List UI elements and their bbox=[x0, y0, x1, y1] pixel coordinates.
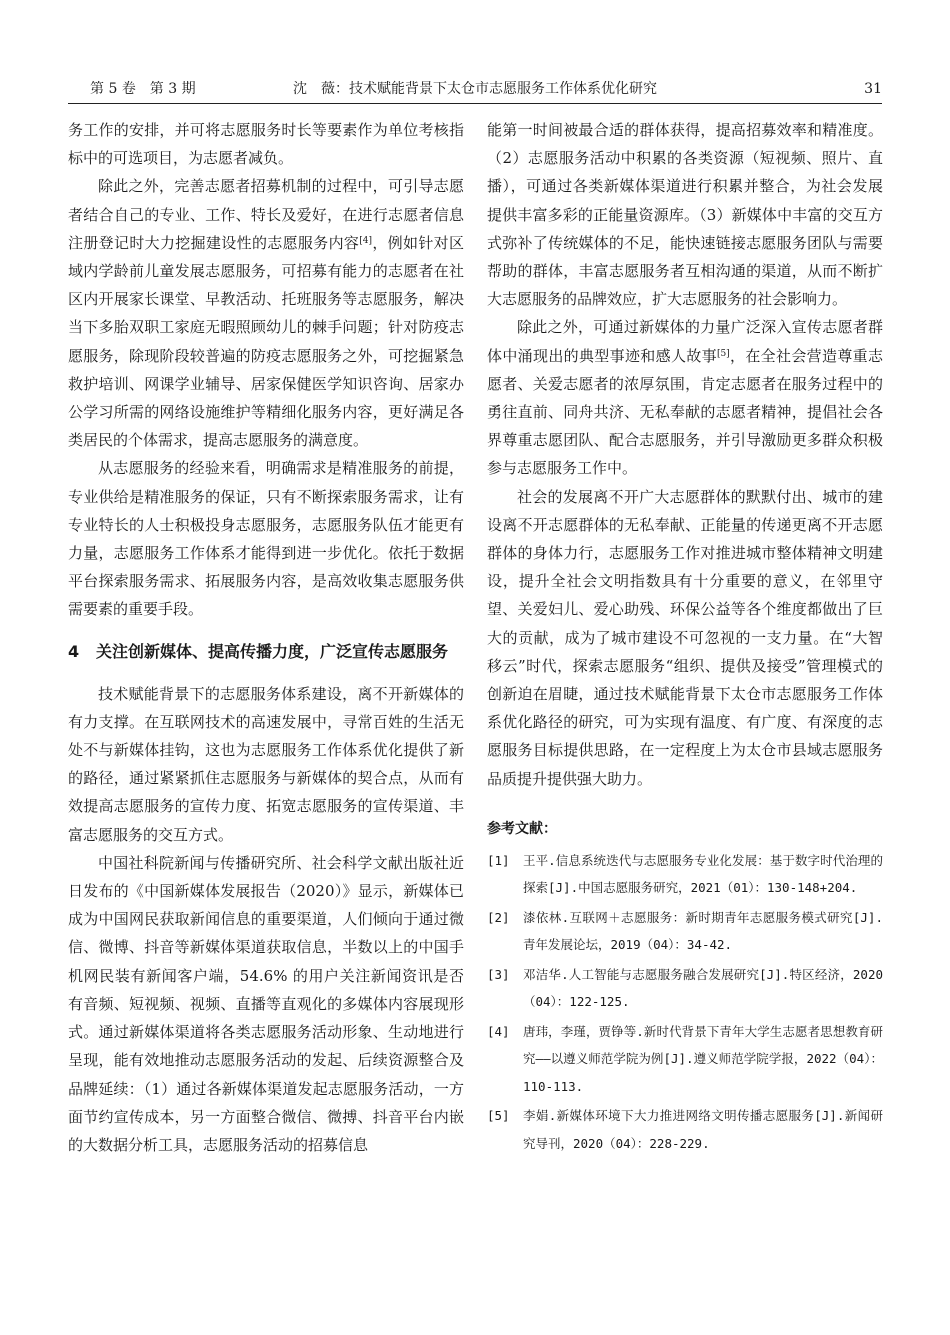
header-divider bbox=[68, 103, 882, 104]
left-column bbox=[68, 116, 464, 1159]
page-number: 31 bbox=[864, 81, 882, 97]
reference-item bbox=[487, 847, 883, 902]
reference-text: 漆依林.互联网＋志愿服务：新时期青年志愿服务模式研究[J].青年发展论坛，2019（04）：34-42. bbox=[523, 909, 883, 953]
reference-item bbox=[487, 961, 883, 1016]
reference-index: [2] bbox=[487, 909, 510, 925]
running-header bbox=[68, 78, 882, 100]
citation-marker: [4] bbox=[359, 235, 372, 246]
paragraph bbox=[487, 313, 883, 482]
reference-item bbox=[487, 1102, 883, 1157]
references-heading: 参考文献： bbox=[487, 820, 557, 837]
paragraph bbox=[68, 172, 464, 454]
paragraph: 务工作的安排，并可将志愿服务时长等要素作为单位考核指标中的可选项目，为志愿者减负。 bbox=[68, 121, 464, 168]
reference-index: [3] bbox=[487, 966, 510, 982]
reference-item bbox=[487, 1018, 883, 1101]
paragraph-text: 除此之外，完善志愿者招募机制的过程中，可引导志愿者结合自己的专业、工作、特长及爱好，在进行志愿者信息注册登记时大力挖掘建设性的志愿服务内容 bbox=[68, 177, 464, 252]
section-heading bbox=[68, 638, 464, 666]
running-title: 沈 薇：技术赋能背景下太仓市志愿服务工作体系优化研究 bbox=[293, 81, 657, 97]
paragraph: 从志愿服务的经验来看，明确需求是精准服务的前提，专业供给是精准服务的保证，只有不断探索服务需求，让有专业特长的人士积极投身志愿服务，志愿服务队伍才能更有力量，志愿服务工作体系才能得到进一步优化。依托于数据平台探索服务需求、拓展服务内容，是高效收集志愿服务供需要素的重要手段。 bbox=[68, 459, 464, 619]
reference-item bbox=[487, 904, 883, 959]
reference-index: [5] bbox=[487, 1108, 510, 1124]
paragraph: 社会的发展离不开广大志愿群体的默默付出、城市的建设离不开志愿群体的无私奉献、正能量的传递更离不开志愿群体的身体力行，志愿服务工作对推进城市整体精神文明建设，提升全社会文明指数具有十分重要的意义，在邻里守望、关爱妇儿、爱心助残、环保公益等各个维度都做出了巨大的贡献，成为了城市建设不可忽视的一支力量。在“大智移云”时代，探索志愿服务“组织、提供及接受”管理模式的创新迫在眉睫，通过技术赋能背景下太仓市志愿服务工作体系优化路径的研究，可为实现有温度、有广度、有深度的志愿服务目标提供思路，在一定程度上为太仓市县域志愿服务品质提升提供强大助力。 bbox=[487, 487, 883, 788]
reference-list bbox=[487, 847, 883, 1158]
paragraph-text: ，在全社会营造尊重志愿者、关爱志愿者的浓厚氛围，肯定志愿者在服务过程中的勇往直前、同舟共济、无私奉献的志愿者精神，提倡社会各界尊重志愿团队、配合志愿服务，并引导激励更多群众积极参与志愿服务工作中。 bbox=[487, 346, 883, 478]
reference-text: 王平.信息系统迭代与志愿服务专业化发展：基于数字时代治理的探索[J].中国志愿服务研究，2021（01）：130-148+204. bbox=[523, 852, 883, 896]
reference-text: 李娟.新媒体环境下大力推进网络文明传播志愿服务[J].新闻研究导刊，2020（04）：228-229. bbox=[523, 1108, 883, 1151]
journal-volume-issue: 第 5 卷 第 3 期 bbox=[90, 81, 196, 97]
reference-text: 唐玮，李瑾，贾铮等.新时代背景下青年大学生志愿者思想教育研究——以遵义师范学院为例[J].遵义师范学院学报，2022（04）：110-113. bbox=[523, 1023, 883, 1094]
section-number: 4 bbox=[68, 641, 80, 661]
citation-marker: [5] bbox=[716, 348, 730, 359]
paragraph: 技术赋能背景下的志愿服务体系建设，离不开新媒体的有力支撑。在互联网技术的高速发展中，寻常百姓的生活无处不与新媒体挂钩，这也为志愿服务工作体系优化提供了新的路径，通过紧紧抓住志愿服务与新媒体的契合点，从而有效提高志愿服务的宣传力度、拓宽志愿服务的宣传渠道、丰富志愿服务的交互方式。 bbox=[68, 684, 464, 844]
reference-text: 邓洁华.人工智能与志愿服务融合发展研究[J].特区经济，2020（04）：122-125. bbox=[523, 966, 883, 1010]
paragraph: 中国社科院新闻与传播研究所、社会科学文献出版社近日发布的《中国新媒体发展报告（2020）》显示，新媒体已成为中国网民获取新闻信息的重要渠道，人们倾向于通过微信、微博、抖音等新媒体渠道获取信息，半数以上的中国手机网民装有新闻客户端，54.6% 的用户关注新闻资讯是否有音频、短视频、视频、直播等直观化的多媒体内容展现形式。通过新媒体渠道将各类志愿服务活动形象、生动地进行呈现，能有效地推动志愿服务活动的发起、后续资源整合及品牌延续：（1）通过各新媒体渠道发起志愿服务活动，一方面节约宣传成本，另一方面整合微信、微搏、抖音平台内嵌的大数据分析工具，志愿服务活动的招募信息 bbox=[68, 853, 464, 1154]
right-column bbox=[487, 116, 883, 1159]
reference-index: [1] bbox=[487, 852, 510, 868]
section-title: 关注创新媒体、提高传播力度，广泛宣传志愿服务 bbox=[96, 641, 449, 661]
paragraph: 能第一时间被最合适的群体获得，提高招募效率和精准度。（2）志愿服务活动中积累的各类资源（短视频、照片、直播），可通过各类新媒体渠道进行积累并整合，为社会发展提供丰富多彩的正能量资源库。（3）新媒体中丰富的交互方式弥补了传统媒体的不足，能快速链接志愿服务团队与需要帮助的群体，丰富志愿服务者互相沟通的渠道，从而不断扩大志愿服务的品牌效应，扩大志愿服务的社会影响力。 bbox=[487, 121, 883, 309]
reference-index: [4] bbox=[487, 1023, 510, 1039]
paragraph-text: 除此之外，可通过新媒体的力量广泛深入宣传志愿者群体中涌现出的典型事迹和感人故事 bbox=[487, 318, 883, 365]
paragraph-text: ，例如针对区域内学龄前儿童发展志愿服务，可招募有能力的志愿者在社区内开展家长课堂、早教活动、托班服务等志愿服务，解决当下多胎双职工家庭无暇照顾幼儿的棘手问题；针对防疫志愿服务，除现阶段较普遍的防疫志愿服务之外，可挖掘紧急救护培训、网课学业辅导、居家保健医学知识咨询、居家办公学习所需的网络设施维护等精细化服务内容，更好满足各类居民的个体需求，提高志愿服务的满意度。 bbox=[68, 233, 464, 450]
